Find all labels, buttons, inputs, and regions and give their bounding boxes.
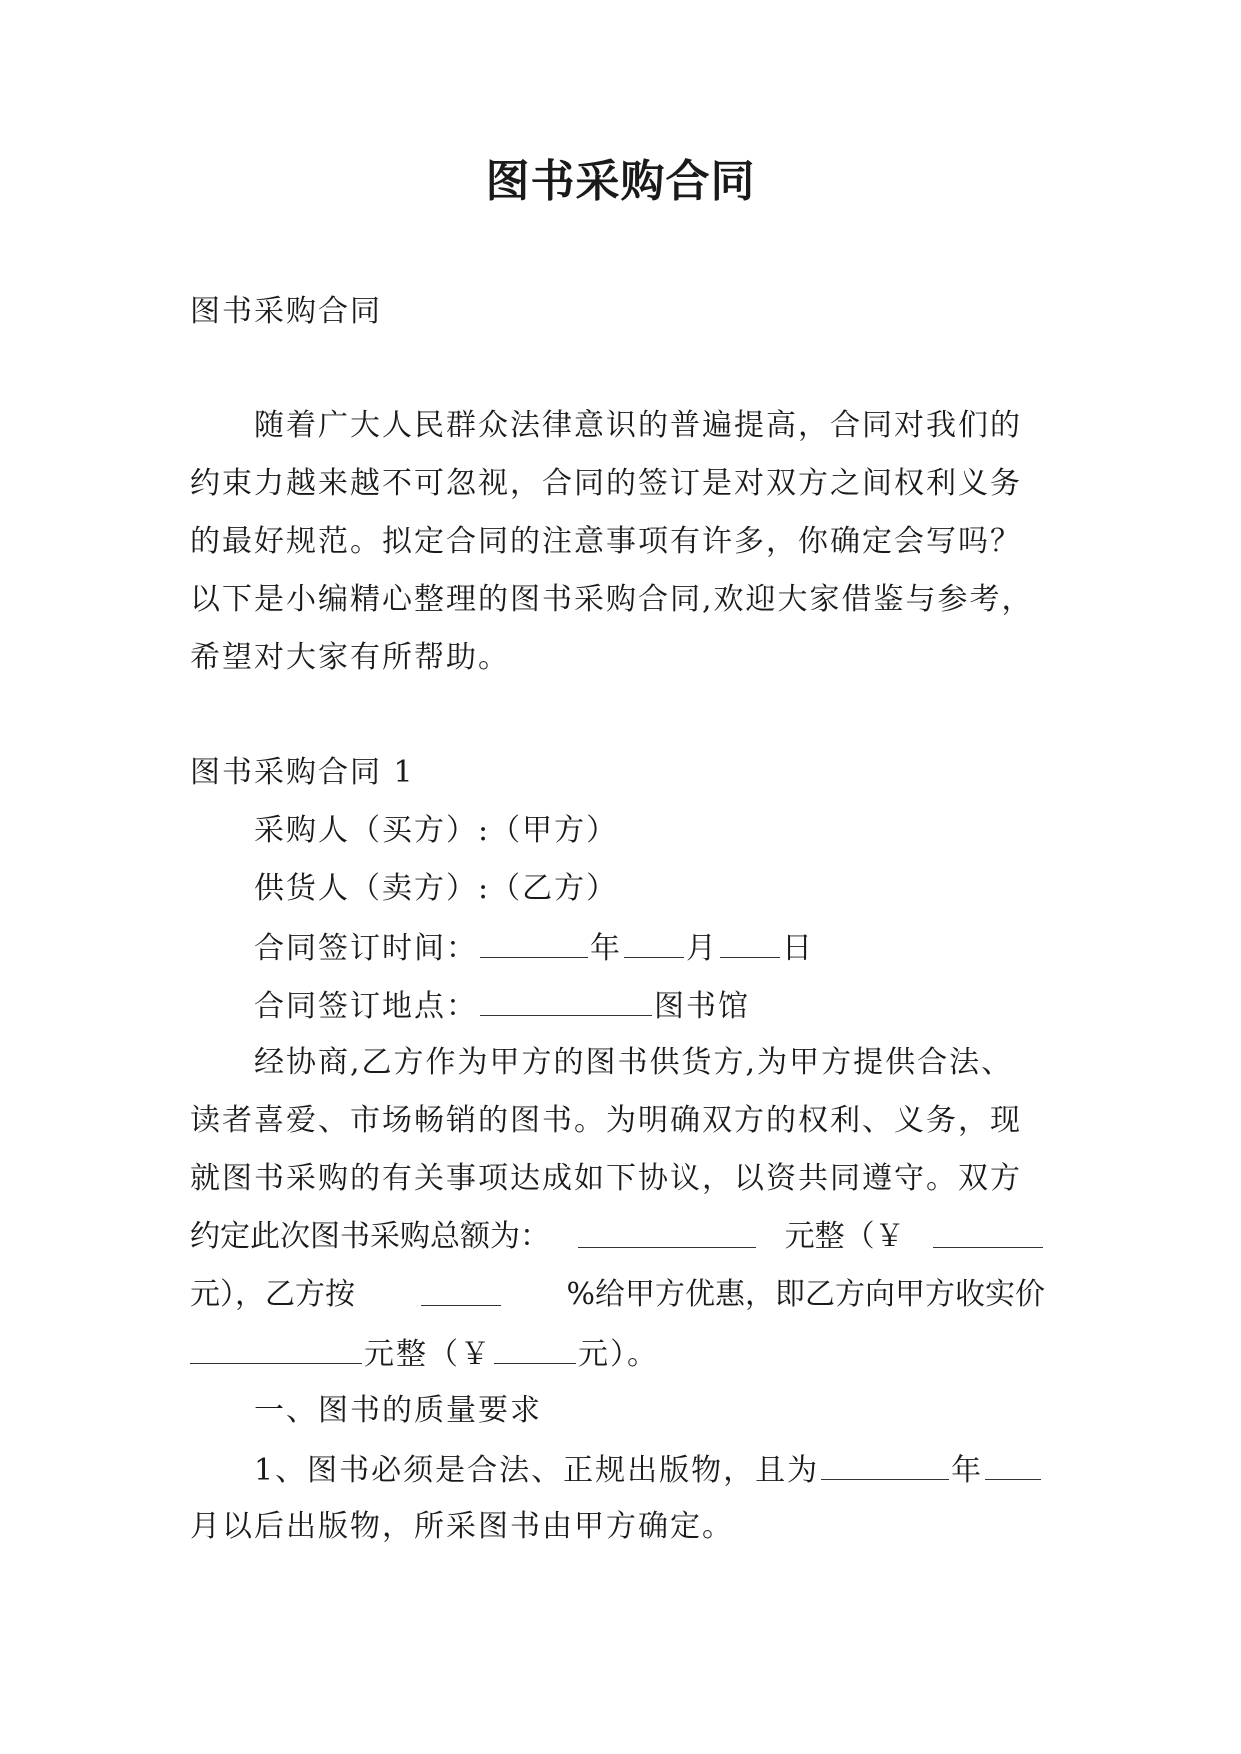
intro-line-2: 约束力越来越不可忽视，合同的签订是对双方之间权利义务 bbox=[190, 466, 1022, 501]
year-blank bbox=[480, 927, 588, 958]
actual-suffix: 元）。 bbox=[578, 1337, 659, 1372]
year-label: 年 bbox=[590, 931, 622, 966]
clause1-month-blank bbox=[985, 1449, 1041, 1480]
discount-mid: %给甲方优惠，即乙方向甲方收实价 bbox=[566, 1277, 1045, 1312]
agreement-line-3: 就图书采购的有关事项达成如下协议，以资共同遵守。双方 bbox=[190, 1161, 1022, 1196]
clause1-item1 bbox=[254, 1449, 1043, 1491]
month-label: 月 bbox=[686, 931, 718, 966]
actual-price-line bbox=[190, 1333, 659, 1375]
seller-line: 供货人（卖方）:（乙方） bbox=[254, 871, 619, 906]
section-heading: 图书采购合同 1 bbox=[190, 755, 415, 790]
amount-prefix: 约定此次图书采购总额为： bbox=[190, 1219, 550, 1254]
day-blank bbox=[720, 927, 780, 958]
buyer-line: 采购人（买方）:（甲方） bbox=[254, 813, 619, 848]
day-label: 日 bbox=[782, 931, 814, 966]
signing-time-line bbox=[254, 927, 814, 969]
amount-line bbox=[190, 1217, 1045, 1257]
month-blank bbox=[624, 927, 684, 958]
actual-mid: 元整（￥ bbox=[364, 1337, 492, 1372]
intro-line-5: 希望对大家有所帮助。 bbox=[190, 640, 510, 675]
signing-time-label: 合同签订时间： bbox=[254, 931, 478, 966]
discount-line bbox=[190, 1275, 1045, 1315]
intro-line-1: 随着广大人民群众法律意识的普遍提高，合同对我们的 bbox=[254, 408, 1022, 443]
amount-blank bbox=[578, 1217, 756, 1248]
actual-yuan-blank bbox=[494, 1333, 576, 1364]
clause1-year-blank bbox=[821, 1449, 949, 1480]
intro-line-4: 以下是小编精心整理的图书采购合同,欢迎大家借鉴与参考， bbox=[190, 582, 1034, 617]
signing-place-label: 合同签订地点： bbox=[254, 989, 478, 1024]
clause1-item1-prefix: 1、图书必须是合法、正规出版物，且为 bbox=[254, 1453, 820, 1488]
clause1-heading: 一、图书的质量要求 bbox=[254, 1393, 542, 1428]
amount-yuan-blank bbox=[933, 1217, 1043, 1248]
discount-prefix: 元），乙方按 bbox=[190, 1277, 355, 1312]
place-blank bbox=[480, 985, 652, 1016]
clause1-item1-cont: 月以后出版物，所采图书由甲方确定。 bbox=[190, 1509, 734, 1544]
agreement-line-2: 读者喜爱、市场畅销的图书。为明确双方的权利、义务，现 bbox=[190, 1103, 1022, 1138]
signing-place-suffix: 图书馆 bbox=[654, 989, 750, 1024]
agreement-line-1: 经协商,乙方作为甲方的图书供货方,为甲方提供合法、 bbox=[254, 1045, 1014, 1080]
amount-mid: 元整（￥ bbox=[784, 1219, 905, 1254]
signing-place-line bbox=[254, 985, 750, 1027]
document-title: 图书采购合同 bbox=[485, 156, 756, 207]
clause1-year-label: 年 bbox=[951, 1453, 984, 1488]
discount-blank bbox=[421, 1275, 501, 1306]
actual-price-blank bbox=[190, 1333, 362, 1364]
document-subtitle: 图书采购合同 bbox=[190, 294, 382, 329]
intro-line-3: 的最好规范。拟定合同的注意事项有许多，你确定会写吗？ bbox=[190, 524, 1022, 559]
